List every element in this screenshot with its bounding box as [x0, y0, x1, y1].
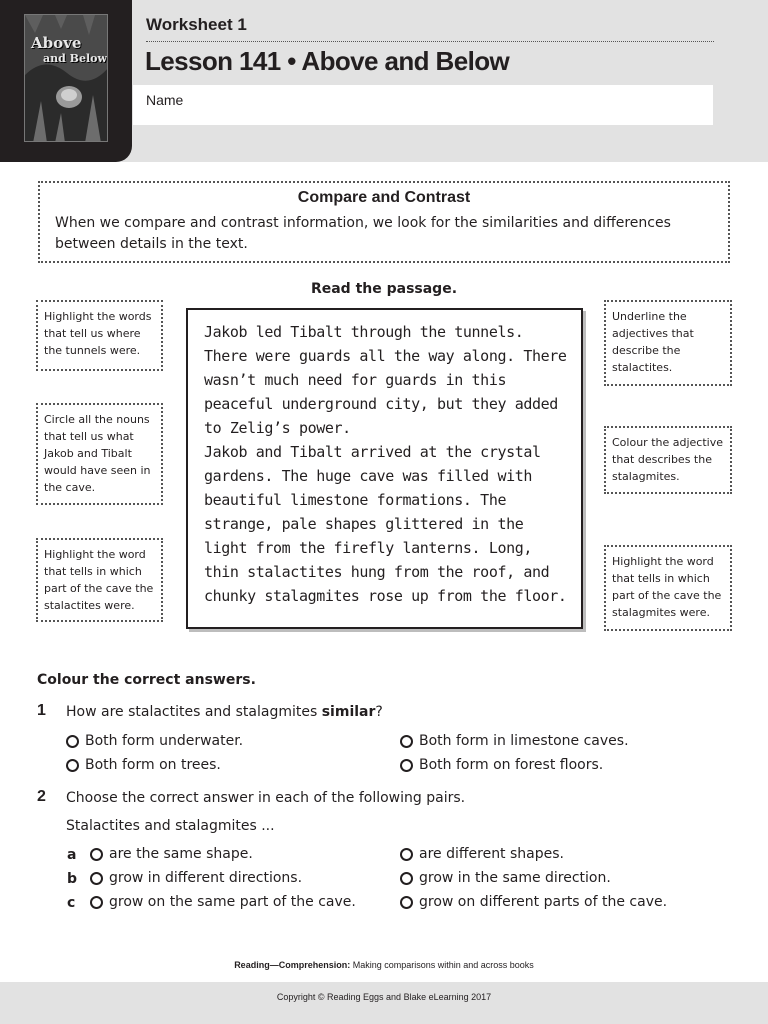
- option-circle-icon[interactable]: [90, 896, 103, 909]
- questions-heading: Colour the correct answers.: [37, 672, 256, 688]
- answer-option[interactable]: [400, 894, 667, 910]
- copyright-text: Copyright © Reading Eggs and Blake eLearning 2017: [276, 992, 492, 1002]
- header-divider: [146, 41, 714, 42]
- instruction-box: Circle all the nouns that tell us what Jakob and Tibalt would have seen in the cave.: [36, 403, 163, 505]
- answer-option[interactable]: [90, 894, 356, 910]
- question-text-part: How are stalactites and stalagmites: [66, 704, 322, 720]
- instruction-box: Highlight the words that tell us where the tunnels were.: [36, 300, 163, 371]
- instruction-box: Highlight the word that tells in which part of the cave the stalactites were.: [36, 538, 163, 622]
- footer-topic-text: Making comparisons within and across books: [350, 960, 534, 970]
- name-label: Name: [146, 92, 184, 108]
- question-text: [66, 704, 383, 720]
- option-circle-icon[interactable]: [66, 759, 79, 772]
- pair-letter: b: [67, 871, 78, 887]
- option-label: grow on different parts of the cave.: [419, 894, 668, 910]
- answer-option[interactable]: [400, 846, 564, 862]
- question-text-part: ?: [375, 704, 383, 720]
- option-label: are different shapes.: [419, 846, 564, 862]
- option-circle-icon[interactable]: [400, 759, 413, 772]
- cover-title-line2: and Below: [43, 52, 107, 65]
- option-label: Both form in limestone caves.: [419, 733, 629, 749]
- answer-option[interactable]: [400, 757, 603, 773]
- answer-option[interactable]: [66, 733, 243, 749]
- option-label: Both form on trees.: [85, 757, 221, 773]
- answer-option[interactable]: [66, 757, 221, 773]
- answer-option[interactable]: [90, 846, 253, 862]
- option-label: grow on the same part of the cave.: [109, 894, 356, 910]
- lesson-title: Lesson 141 • Above and Below: [145, 46, 510, 76]
- footer-band: [0, 982, 768, 1024]
- option-label: are the same shape.: [109, 846, 253, 862]
- cover-title: [31, 35, 107, 67]
- option-circle-icon[interactable]: [400, 872, 413, 885]
- answer-option[interactable]: [400, 870, 611, 886]
- option-circle-icon[interactable]: [400, 896, 413, 909]
- compare-title: Compare and Contrast: [297, 189, 471, 206]
- read-passage-text: Read the passage.: [310, 281, 458, 297]
- option-circle-icon[interactable]: [66, 735, 79, 748]
- option-label: grow in the same direction.: [419, 870, 611, 886]
- answer-option[interactable]: [400, 733, 629, 749]
- passage-paragraph: Jakob led Tibalt through the tunnels. There were guards all the way along. There wasn’t much need for guards in this peaceful underground city, but they added to Zelig’s power.: [204, 323, 567, 437]
- question-text: Choose the correct answer in each of the following pairs.: [66, 790, 466, 806]
- worksheet-label: Worksheet 1: [146, 15, 247, 34]
- pair-letter: a: [67, 847, 77, 863]
- question-number: 1: [37, 702, 46, 719]
- option-circle-icon[interactable]: [90, 872, 103, 885]
- instruction-box: Highlight the word that tells in which part of the cave the stalagmites were.: [604, 545, 732, 631]
- question-text-emphasis: similar: [321, 704, 376, 720]
- compare-contrast-box: [38, 181, 730, 263]
- footer-topic: [0, 960, 768, 970]
- option-label: grow in different directions.: [109, 870, 303, 886]
- option-circle-icon[interactable]: [400, 735, 413, 748]
- option-circle-icon[interactable]: [400, 848, 413, 861]
- name-field[interactable]: [133, 85, 713, 125]
- question-stem: Stalactites and stalagmites ...: [66, 818, 275, 834]
- instruction-box: Underline the adjectives that describe the stalactites.: [604, 300, 732, 386]
- cover-tab: [0, 0, 132, 162]
- cover-title-line1: Above: [31, 34, 82, 52]
- option-label: Both form on forest floors.: [419, 757, 604, 773]
- passage-paragraph: Jakob and Tibalt arrived at the crystal gardens. The huge cave was filled with beautiful limestone formations. The strange, pale shapes glittered in the light from the firefly lanterns. Long, thin stalactites hung from the roof, and chunky stalagmites rose up from the floor.: [204, 443, 567, 605]
- instruction-box: Colour the adjective that describes the stalagmites.: [604, 426, 732, 494]
- answer-option[interactable]: [90, 870, 302, 886]
- book-cover-image: [24, 14, 108, 142]
- read-passage-heading: [0, 281, 768, 297]
- option-circle-icon[interactable]: [90, 848, 103, 861]
- passage-box: [186, 308, 583, 629]
- option-label: Both form underwater.: [85, 733, 244, 749]
- question-number: 2: [37, 788, 46, 805]
- footer-topic-label: Reading—Comprehension:: [234, 960, 351, 970]
- pair-letter: c: [67, 895, 76, 911]
- compare-text: When we compare and contrast information, we look for the similarities and differences between details in the text.: [55, 215, 671, 252]
